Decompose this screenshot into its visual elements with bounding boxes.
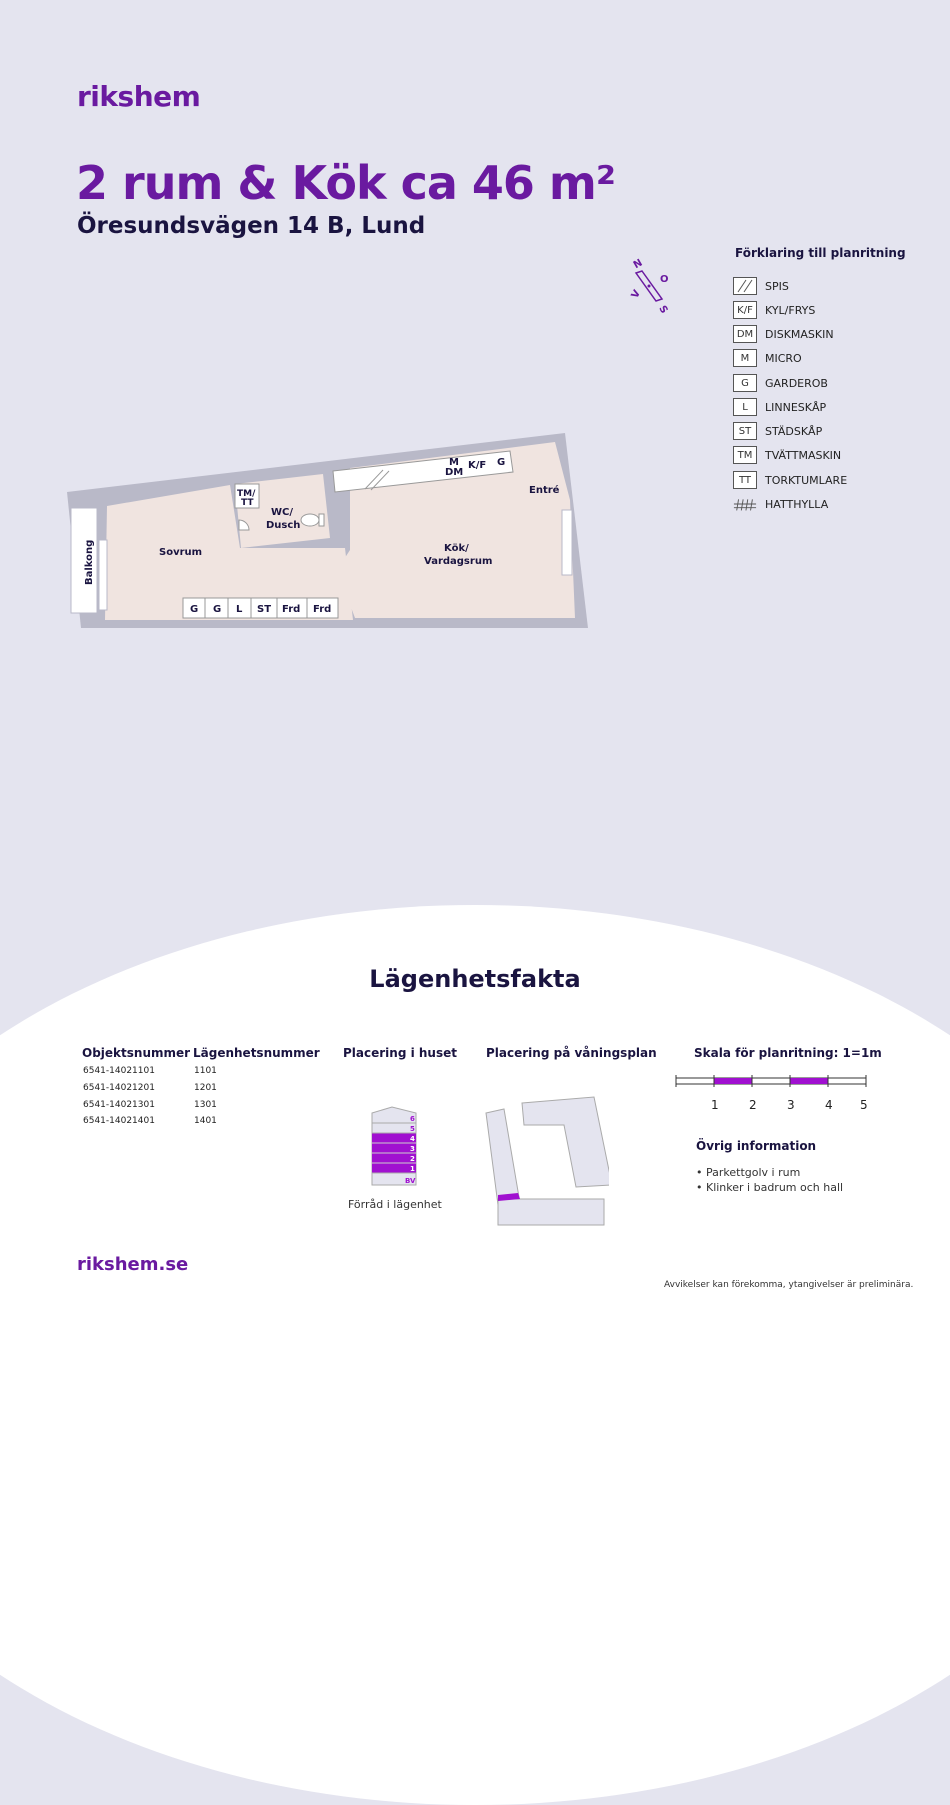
legend-code: L <box>733 398 757 416</box>
room-label-entre: Entré <box>529 485 560 496</box>
objekt-cell: 6541-14021201 <box>83 1083 155 1093</box>
scale-tick: 3 <box>787 1098 795 1112</box>
building-section-diagram <box>368 1105 422 1189</box>
room-label-vardagsrum: Vardagsrum <box>424 556 493 567</box>
storage-label: G <box>213 604 222 615</box>
floor-label: 1 <box>410 1165 415 1173</box>
forrad-note: Förråd i lägenhet <box>348 1198 442 1211</box>
room-label-kok: Kök/ <box>444 543 469 554</box>
room-label-wc: WC/ <box>271 507 294 518</box>
scale-tick: 1 <box>711 1098 719 1112</box>
address: Öresundsvägen 14 B, Lund <box>77 213 426 239</box>
room-label-tm: TM/ <box>237 489 256 499</box>
legend-label: HATTHYLLA <box>765 497 829 511</box>
legend-label: MICRO <box>765 351 802 365</box>
compass-s: S <box>656 303 670 316</box>
floor-placement-diagram <box>484 1095 609 1230</box>
floor-label: 2 <box>410 1155 415 1163</box>
legend-label: KYL/FRYS <box>765 303 816 317</box>
objekt-cell: 6541-14021101 <box>83 1066 155 1076</box>
header-placering-huset: Placering i huset <box>343 1046 457 1060</box>
room-label-sovrum: Sovrum <box>159 547 203 558</box>
legend-label: LINNESKÅP <box>765 400 827 414</box>
legend-item-micro <box>733 348 802 368</box>
objekt-cell: 6541-14021401 <box>83 1116 155 1126</box>
window-left <box>99 540 107 610</box>
legend-item-spis <box>733 276 789 296</box>
floor-label: 4 <box>410 1135 415 1143</box>
floor-plan <box>65 430 590 630</box>
legend-label: DISKMASKIN <box>765 327 834 341</box>
scale-tick: 5 <box>860 1098 868 1112</box>
legend-label: STÄDSKÅP <box>765 424 823 438</box>
legend-item-kylfrys <box>733 300 815 320</box>
legend-code: DM <box>733 325 757 343</box>
legend-label: GARDEROB <box>765 376 828 390</box>
toilet-icon <box>301 514 319 526</box>
legend-label: TORKTUMLARE <box>765 473 848 487</box>
legend-title: Förklaring till planritning <box>735 246 906 260</box>
room-label-tt: TT <box>241 498 254 508</box>
kitchen-m: M <box>449 457 459 468</box>
legend-code: ST <box>733 422 757 440</box>
window-right <box>562 510 572 575</box>
storage-label: Frd <box>282 604 301 615</box>
brand-logo: rikshem <box>77 80 201 113</box>
lagenhet-cell: 1101 <box>194 1066 217 1076</box>
facts-panel-background <box>0 905 950 1805</box>
legend-code: TM <box>733 446 757 464</box>
floor-label: BV <box>405 1177 416 1185</box>
legend-item-linneskap <box>733 397 826 417</box>
scale-bar <box>675 1074 875 1114</box>
legend-item-tvattmaskin <box>733 445 841 465</box>
scale-tick: 2 <box>749 1098 757 1112</box>
compass-v: V <box>629 288 644 301</box>
storage-label: Frd <box>313 604 332 615</box>
objekt-cell: 6541-14021301 <box>83 1100 155 1110</box>
header-placering-plan: Placering på våningsplan <box>486 1046 657 1060</box>
legend-label: SPIS <box>765 279 789 293</box>
room-label-balkong: Balkong <box>84 539 95 585</box>
legend-item-stadskap <box>733 421 822 441</box>
compass-n: N <box>631 257 645 272</box>
compass-o: O <box>660 274 669 285</box>
lagenhet-cell: 1401 <box>194 1116 217 1126</box>
lagenhet-cell: 1301 <box>194 1100 217 1110</box>
floor-label: 6 <box>410 1115 415 1123</box>
compass-icon <box>622 255 682 317</box>
lagenhet-cell: 1201 <box>194 1083 217 1093</box>
kitchen-kf: K/F <box>468 460 487 471</box>
floor-label: 5 <box>410 1125 415 1133</box>
storage-label: ST <box>257 604 272 615</box>
storage-label: G <box>190 604 199 615</box>
website-link[interactable]: rikshem.se <box>77 1254 189 1275</box>
floor-label: 3 <box>410 1145 415 1153</box>
legend-code: K/F <box>733 301 757 319</box>
page-title: 2 rum & Kök ca 46 m² <box>76 156 616 210</box>
disclaimer: Avvikelser kan förekomma, ytangivelser är preliminära. <box>664 1280 914 1290</box>
legend-item-torktumlare <box>733 470 847 490</box>
kitchen-g: G <box>497 457 506 468</box>
facts-title: Lägenhetsfakta <box>369 965 581 993</box>
scale-tick: 4 <box>825 1098 833 1112</box>
kitchen-dm: DM <box>445 467 464 478</box>
ovrig-item: • Parkettgolv i rum <box>696 1166 801 1179</box>
legend-item-hatthylla <box>733 494 828 514</box>
hat-shelf-icon <box>733 495 757 513</box>
legend-code: TT <box>733 471 757 489</box>
legend-code: G <box>733 374 757 392</box>
ovrig-item: • Klinker i badrum och hall <box>696 1181 844 1194</box>
header-objektsnummer: Objektsnummer <box>82 1046 191 1060</box>
room-label-dusch: Dusch <box>266 520 301 531</box>
legend-label: TVÄTTMASKIN <box>765 448 842 462</box>
ovrig-title: Övrig information <box>696 1139 817 1153</box>
legend-item-garderob <box>733 373 828 393</box>
header-skala: Skala för planritning: 1=1m <box>694 1046 882 1060</box>
header-lagenhetsnummer: Lägenhetsnummer <box>193 1046 320 1060</box>
legend-item-diskmaskin <box>733 324 834 344</box>
legend-code: M <box>733 349 757 367</box>
storage-label: L <box>236 604 243 615</box>
stove-icon <box>733 277 757 295</box>
